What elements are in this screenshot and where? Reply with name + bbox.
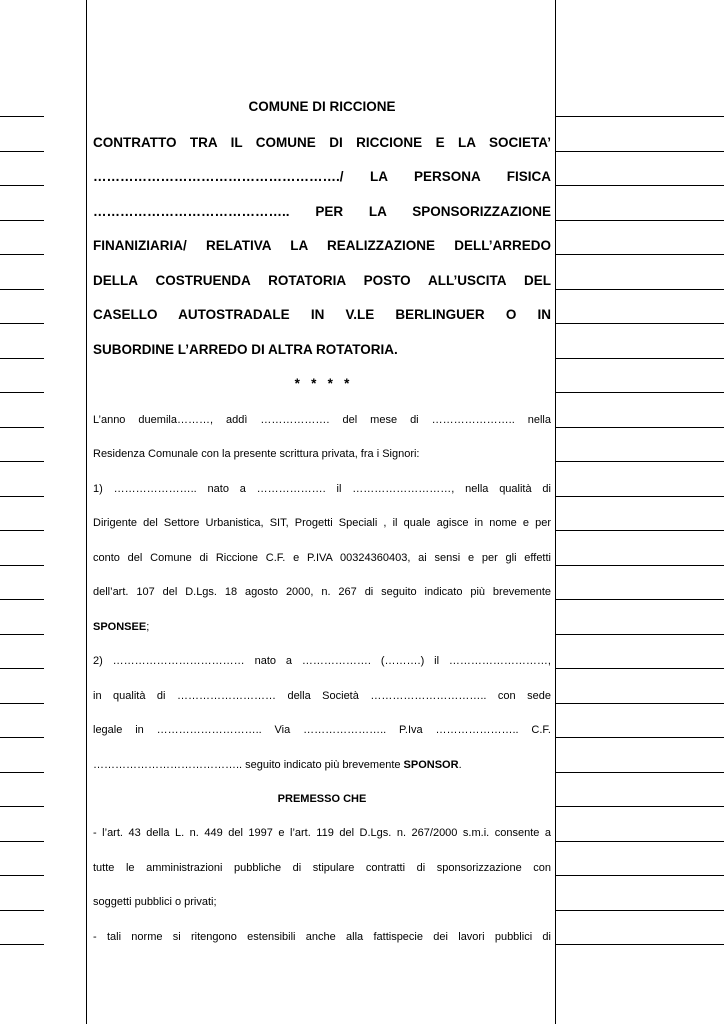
title-line: …………………………………….. PER LA SPONSORIZZAZIONE <box>93 204 551 219</box>
title-line: DELLA COSTRUENDA ROTATORIA POSTO ALL’USCITA DEL <box>93 273 551 288</box>
premesso-heading: PREMESSO CHE <box>277 793 367 805</box>
left-margin-rule <box>86 0 87 1024</box>
premesso-line: soggetti pubblici o privati; <box>93 896 217 908</box>
separator-asterisks: * * * * <box>294 376 350 391</box>
right-margin-rule <box>555 0 556 1024</box>
sponsee-suffix: ; <box>146 621 150 633</box>
title-line: SUBORDINE L’ARREDO DI ALTRA ROTATORIA. <box>93 342 398 357</box>
sponsor-label: SPONSOR <box>403 759 459 771</box>
body-line: dell’art. 107 del D.Lgs. 18 agosto 2000, n. 267 di seguito indicato più brevemente <box>93 586 551 598</box>
title-line: FINANIZIARIA/ RELATIVA LA REALIZZAZIONE DELL’ARREDO <box>93 238 551 253</box>
premesso-line: - tali norme si ritengono estensibili anche alla fattispecie dei lavori pubblici di <box>93 931 551 943</box>
sponsor-line-prefix: ………………………………….. seguito indicato più brevemente <box>93 759 404 771</box>
body-line: in qualità di ……………………… della Società ………………………….. con sede <box>93 690 551 702</box>
premesso-line: - l’art. 43 della L. n. 449 del 1997 e l’art. 119 del D.Lgs. n. 267/2000 s.m.i. consente a <box>93 827 551 839</box>
sponsee-line <box>93 620 551 634</box>
body-line: legale in ……………………….. Via ………………….. P.Iva ………………….. C.F. <box>93 724 551 736</box>
title-line: CASELLO AUTOSTRADALE IN V.LE BERLINGUER O IN <box>93 307 551 322</box>
title-line: CONTRATTO TRA IL COMUNE DI RICCIONE E LA SOCIETA’ <box>93 135 551 150</box>
title-line: ………………………………………………./ LA PERSONA FISICA <box>93 169 551 184</box>
premesso-line: tutte le amministrazioni pubbliche di stipulare contratti di sponsorizzazione con <box>93 862 551 874</box>
body-line: conto del Comune di Riccione C.F. e P.IVA 00324360403, ai sensi e per gli effetti <box>93 552 551 564</box>
body-line: Dirigente del Settore Urbanistica, SIT, Progetti Speciali , il quale agisce in nome e per <box>93 517 551 529</box>
page-heading: COMUNE DI RICCIONE <box>248 99 396 114</box>
sponsee-label: SPONSEE <box>93 621 147 633</box>
sponsor-suffix: . <box>458 759 462 771</box>
sponsor-line <box>93 758 551 772</box>
body-line: 1) ………………….. nato a ………………. il ………………………, nella qualità di <box>93 483 551 495</box>
body-line: 2) ……………………………… nato a ………………. (……….) il ………………………, <box>93 655 551 667</box>
body-line: Residenza Comunale con la presente scrittura privata, fra i Signori: <box>93 448 420 460</box>
body-line: L’anno duemila………, addì ………………. del mese di ………………….. nella <box>93 414 551 426</box>
